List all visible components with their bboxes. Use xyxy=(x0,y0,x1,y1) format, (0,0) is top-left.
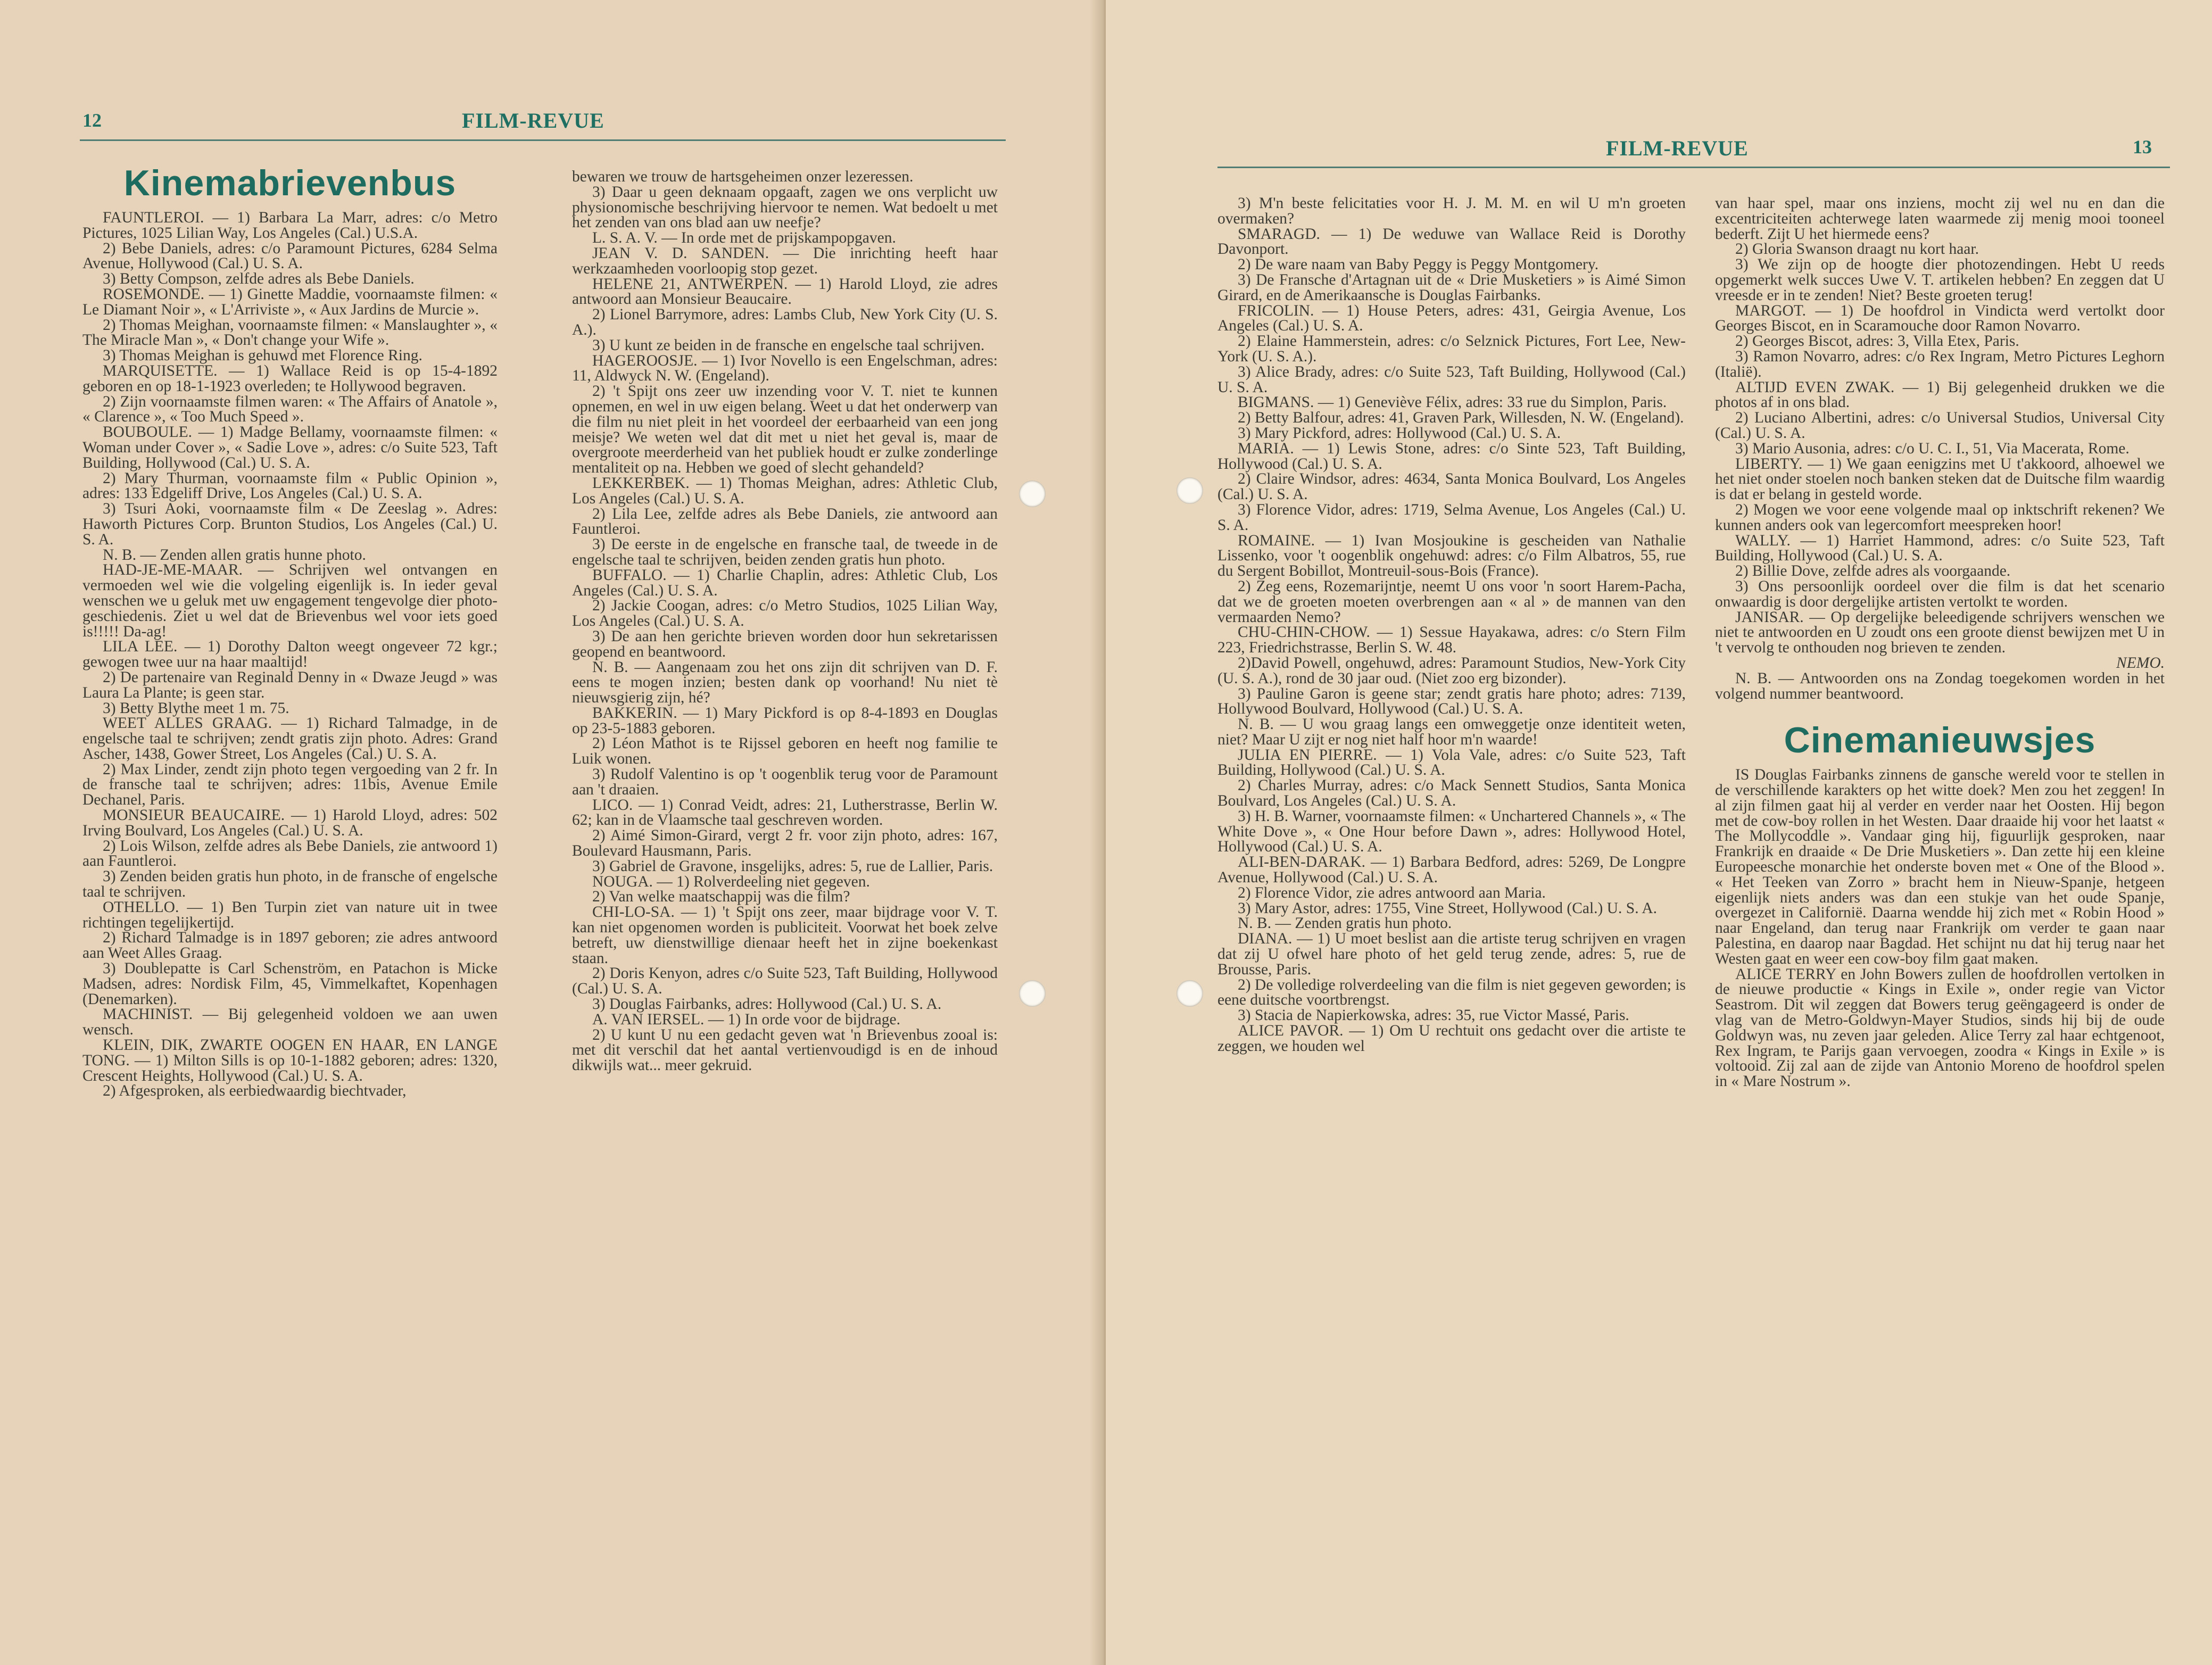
letter-entry: 2) Georges Biscot, adres: 3, Villa Etex, Paris. xyxy=(1735,333,2019,350)
running-head: FILM-REVUE xyxy=(1606,136,1749,160)
letter-entry: 2) Billie Dove, zelfde adres als voorgaande. xyxy=(1735,562,2011,580)
letter-entry: N. B. — Antwoorden ons na Zondag toegekomen worden in het volgend nummer beantwoord. xyxy=(1715,669,2165,702)
letter-entry: HAD-JE-ME-MAAR. — Schrijven wel ontvangen en vermoeden wel wie die volgeling eigenlijk is. In ieder geval wenschen we u geluk met uw engagement tengevolge dier photo-geschiedenis. Ziet u wel dat de Brievenbus wel voor iets goed is!!!!! Da-ag! xyxy=(82,561,498,640)
letter-entry: 2) Luciano Albertini, adres: c/o Universal Studios, Universal City (Cal.) U. S. A. xyxy=(1715,409,2165,442)
letter-entry: 2) Afgesproken, als eerbiedwaardig biechtvader, xyxy=(103,1082,407,1100)
letter-entry: 2) Lois Wilson, zelfde adres als Bebe Daniels, zie antwoord 1) aan Fauntleroi. xyxy=(82,837,498,870)
letter-entry: ROMAINE. — 1) Ivan Mosjoukine is gescheiden van Nathalie Lissenko, voor 't oogenblik ongehuwd: adres: c/o Film Albatros, 55, rue du Sergent Bobillot, Montreuil-sous-Bois (France). xyxy=(1217,532,1686,580)
letter-entry: 2) Doris Kenyon, adres c/o Suite 523, Taft Building, Hollywood (Cal.) U. S. A. xyxy=(572,965,998,998)
letter-entry: 3) Douglas Fairbanks, adres: Hollywood (Cal.) U. S. A. xyxy=(592,996,942,1013)
letter-entry: NOUGA. — 1) Rolverdeeling niet gegeven. xyxy=(592,873,870,890)
header-rule xyxy=(80,139,1006,141)
section-title: Kinemabrievenbus xyxy=(123,163,457,203)
letter-entry: 2) Charles Murray, adres: c/o Mack Sennett Studios, Santa Monica Boulvard, Los Angeles (Cal.) U. S. A. xyxy=(1217,777,1686,810)
letter-entry: 3) Mary Astor, adres: 1755, Vine Street, Hollywood (Cal.) U. S. A. xyxy=(1238,899,1658,917)
letter-entry: KLEIN, DIK, ZWARTE OOGEN EN HAAR, EN LANGE TONG. — 1) Milton Sills is op 10-1-1882 geboren; adres: 1320, Crescent Heights, Hollywood (Cal.) U. S. A. xyxy=(82,1037,498,1084)
letter-entry: 2) Zeg eens, Rozemarijntje, neemt U ons voor 'n soort Harem-Pacha, dat we de groeten moeten overbrengen aan « al » de mannen van den vermaarden Nemo? xyxy=(1217,577,1686,626)
page-number: 12 xyxy=(82,110,102,131)
letter-entry: ALI-BEN-DARAK. — 1) Barbara Bedford, adres: 5269, De Longpre Avenue, Hollywood (Cal.) U. S. A. xyxy=(1217,854,1686,887)
letter-entry: ALTIJD EVEN ZWAK. — 1) Bij gelegenheid drukken we die photos af in ons blad. xyxy=(1715,378,2165,411)
letter-entry: 2) Richard Talmadge is in 1897 geboren; zie adres antwoord aan Weet Alles Graag. xyxy=(82,929,498,962)
letter-entry: 3) Pauline Garon is geene star; zendt gratis hare photo; adres: 7139, Hollywood Boulvard, Hollywood (Cal.) U. S. A. xyxy=(1217,685,1686,718)
letter-entry: 2)David Powell, ongehuwd, adres: Paramount Studios, New-York City (U. S. A.), rond de 30 jaar oud. (Niet zoo erg bizonder). xyxy=(1217,654,1686,687)
letter-entry: 2) Aimé Simon-Girard, vergt 2 fr. voor zijn photo, adres: 167, Boulevard Hausmann, Paris. xyxy=(572,827,998,860)
letter-entry: BAKKERIN. — 1) Mary Pickford is op 8-4-1893 en Douglas op 23-5-1883 geboren. xyxy=(572,704,998,737)
news-paragraph: ALICE TERRY en John Bowers zullen de hoofdrollen vertolken in de nieuwe productie « Kings in Exile », onder regie van Victor Seastrom. Dit wil zeggen dat Bowers terug geëngageerd is onder de vlag van de Metro-Goldwyn-Mayer Studios, sinds hij bij de oude Goldwyn was, nu zeven jaar geleden. Alice Terry zal haar echtgenoot, Rex Ingram, te Parijs gaan vervoegen, zoodra « Kings in Exile » is voltooid. Zij zal aan de zijde van Antonio Moreno de hoofdrol spelen in « Mare Nostrum ». xyxy=(1715,965,2165,1090)
letter-entry: DIANA. — 1) U moet beslist aan die artiste terug schrijven en vragen dat zij U ofwel hare photo of het geld terug zende, adres: 5, rue de Brousse, Paris. xyxy=(1217,930,1686,978)
letter-entry: N. B. — U wou graag langs een omweggetje onze identiteit weten, niet? Maar U zijt er nog niet half hoor m'n waarde! xyxy=(1217,716,1686,748)
letter-entry: FRICOLIN. — 1) House Peters, adres: 431, Geirgia Avenue, Los Angeles (Cal.) U. S. A. xyxy=(1217,302,1686,335)
letter-entry: 2) Elaine Hammerstein, adres: c/o Selznick Pictures, Fort Lee, New-York (U. S. A.). xyxy=(1217,333,1686,365)
letter-entry: 3) Ons persoonlijk oordeel over die film is dat het scenario onwaardig is door dergelijke artisten vertolkt te worden. xyxy=(1715,577,2165,610)
letter-entry: L. S. A. V. — In orde met de prijskampopgaven. xyxy=(592,229,896,247)
letter-entry: 3) Gabriel de Gravone, insgelijks, adres: 5, rue de Lallier, Paris. xyxy=(592,857,993,875)
letter-entry: 2) Florence Vidor, zie adres antwoord aan Maria. xyxy=(1238,884,1546,901)
letter-entry: LICO. — 1) Conrad Veidt, adres: 21, Lutherstrasse, Berlin W. 62; kan in de Vlaamsche taal geschreven worden. xyxy=(572,796,998,829)
letter-entry: 2) U kunt U nu een gedacht geven wat 'n Brievenbus zooal is: met dit verschil dat het aantal vertienvoudigd is en de inhoud dikwijls wat... meer gekruid. xyxy=(572,1026,998,1074)
letter-entry: 3) Florence Vidor, adres: 1719, Selma Avenue, Los Angeles (Cal.) U. S. A. xyxy=(1217,501,1686,534)
binding-hole xyxy=(1177,980,1203,1007)
letter-entry: 3) Daar u geen deknaam opgaaft, zagen we ons verplicht uw physionomische beschrijving hiervoor te nemen. Wat bedoelt u met het zenden van ons blad aan uw neefje? xyxy=(572,183,998,231)
letter-entry: 2) 't Spijt ons zeer uw inzending voor V. T. niet te kunnen opnemen, en wel in uw eigen belang. Weet u dat het onderwerp van die film nu niet pleit in het voordeel der eerbaarheid van een jong meisje? We weten wel dat dit met u niet het geval is, maar de overgroote meerderheid van het publiek houdt er zulke zonderlinge mentaliteit op na. Hebben we goed of slecht gehandeld? xyxy=(572,383,998,477)
letter-entry: 3) Mary Pickford, adres: Hollywood (Cal.) U. S. A. xyxy=(1238,424,1561,442)
letter-entry: BUFFALO. — 1) Charlie Chaplin, adres: Athletic Club, Los Angeles (Cal.) U. S. A. xyxy=(572,566,998,599)
letter-entry: 3) Doublepatte is Carl Schenström, en Patachon is Micke Madsen, adres: Nordisk Film, 45, Vimmelkaftet, Kopenhagen (Denemarken). xyxy=(82,960,498,1008)
letter-entry: 3) De aan hen gerichte brieven worden door hun sekretarissen geopend en beantwoord. xyxy=(572,627,998,660)
letter-entry: 3) We zijn op de hoogte dier photozendingen. Hebt U reeds opgemerkt welk succes Uwe V. T. artikelen hebben? En zeggen dat U vreesde er in te zenden! Niet? Beste groeten terug! xyxy=(1715,256,2165,304)
binding-hole xyxy=(1019,980,1046,1007)
letter-entry: 2) Gloria Swanson draagt nu kort haar. xyxy=(1735,241,1979,258)
left-page xyxy=(0,0,1101,1665)
letter-entry: MARIA. — 1) Lewis Stone, adres: c/o Sinte 523, Taft Building, Hollywood (Cal.) U. S. A. xyxy=(1217,440,1686,473)
letter-entry: LEKKERBEK. — 1) Thomas Meighan, adres: Athletic Club, Los Angeles (Cal.) U. S. A. xyxy=(572,474,998,507)
letter-entry: 2) Mogen we voor eene volgende maal op inktschrift rekenen? We kunnen anders ook van legercomfort meespreken hoor! xyxy=(1715,501,2165,534)
news-paragraph: IS Douglas Fairbanks zinnens de gansche wereld voor te stellen in de verschillende karakters op het witte doek? Men zou het zeggen! In al zijn filmen gaat hij al verder en verder naar het Oosten. Hij begon met de cow-boy rollen in het Westen. Daar draaide hij voor het laatst « The Mollycoddle ». Vandaar ging hij, figuurlijk gesproken, naar Frankrijk en draaide « De Drie Musketiers ». Dan zette hij een kleine Europeesche monarchie het onderste boven met « One of the Blood ». « Het Teeken van Zorro » bracht hem in Nieuw-Spanje, hetgeen eigenlijk niets anders was dan een stukje van het oude Spanje, overgezet in Californië. Daarna wendde hij zich met « Robin Hood » naar Engeland, dan terug naar Frankrijk om verder te gaan naar Palestina, en daarop naar Bagdad. Het schijnt nu dat hij terug naar het Westen gaat en weer een cow-boy film gaat maken. xyxy=(1715,766,2165,967)
letter-entry: N. B. — Zenden allen gratis hunne photo. xyxy=(103,546,366,564)
letter-entry: ROSEMONDE. — 1) Ginette Maddie, voornaamste filmen: « Le Diamant Noir », « L'Arriviste », « Aux Jardins de Murcie ». xyxy=(82,285,498,318)
letter-entry: JEAN V. D. SANDEN. — Die inrichting heeft haar werkzaamheden voorloopig stop gezet. xyxy=(572,244,998,277)
letter-entry: 3) Betty Compson, zelfde adres als Bebe Daniels. xyxy=(103,270,415,288)
column-1 xyxy=(1217,196,1686,1054)
letter-entry: 2) Lila Lee, zelfde adres als Bebe Daniels, zie antwoord aan Fauntleroi. xyxy=(572,505,998,538)
letter-entry: 3) Ramon Novarro, adres: c/o Rex Ingram, Metro Pictures Leghorn (Italië). xyxy=(1715,347,2165,380)
letter-entry: 2) Claire Windsor, adres: 4634, Santa Monica Boulvard, Los Angeles (Cal.) U. S. A. xyxy=(1217,470,1686,503)
letter-entry: 2) De ware naam van Baby Peggy is Peggy Montgomery. xyxy=(1238,256,1599,274)
letter-entry: 2) Jackie Coogan, adres: c/o Metro Studios, 1025 Lilian Way, Los Angeles (Cal.) U. S. A. xyxy=(572,597,998,630)
letter-entry: 2) Zijn voornaamste filmen waren: « The Affairs of Anatole », « Clarence », « Too Much Speed ». xyxy=(82,393,498,426)
letter-entry: MONSIEUR BEAUCAIRE. — 1) Harold Lloyd, adres: 502 Irving Boulvard, Los Angeles (Cal.) U. S. A. xyxy=(82,807,498,839)
letter-entry: A. VAN IERSEL. — 1) In orde voor de bijdrage. xyxy=(592,1010,900,1028)
letter-entry: HAGEROOSJE. — 1) Ivor Novello is een Engelschman, adres: 11, Aldwyck N. W. (Engeland). xyxy=(572,352,998,385)
letter-entry: 2) Thomas Meighan, voornaamste filmen: « Manslaughter », « The Miracle Man », « Don't change your Wife ». xyxy=(82,316,498,349)
letter-entry: 3) Betty Blythe meet 1 m. 75. xyxy=(103,699,289,717)
letter-entry: 3) U kunt ze beiden in de fransche en engelsche taal schrijven. xyxy=(592,336,985,354)
binding-hole xyxy=(1177,477,1203,504)
letter-entry: JANISAR. — Op dergelijke beleedigende schrijvers wenschen we niet te antwoorden en U zoudt ons een groote dienst bewijzen met U in 't vervolg te onthouden nog brieven te zenden. xyxy=(1715,608,2165,657)
letter-entry: bewaren we trouw de hartsgeheimen onzer lezeressen. xyxy=(572,168,914,185)
letter-entry: 3) Thomas Meighan is gehuwd met Florence Ring. xyxy=(103,347,422,365)
letter-entry: LILA LEE. — 1) Dorothy Dalton weegt ongeveer 72 kgr.; gewogen twee uur na haar maaltijd! xyxy=(82,638,498,671)
letter-entry: 3) Alice Brady, adres: c/o Suite 523, Taft Building, Hollywood (Cal.) U. S. A. xyxy=(1217,363,1686,396)
letter-entry: BOUBOULE. — 1) Madge Bellamy, voornaamste filmen: « Woman under Cover », « Sadie Love », adres: c/o Suite 523, Taft Building, Hollywood (Cal.) U. S. A. xyxy=(82,424,498,471)
letter-entry: HELENE 21, ANTWERPEN. — 1) Harold Lloyd, zie adres antwoord aan Monsieur Beaucaire. xyxy=(572,275,998,308)
binding-hole xyxy=(1019,481,1046,507)
column-1 xyxy=(82,162,498,1099)
letter-entry: MACHINIST. — Bij gelegenheid voldoen we aan uwen wensch. xyxy=(82,1006,498,1039)
letter-entry: LIBERTY. — 1) We gaan eenigzins met U t'akkoord, alhoewel we het niet onder stoelen noch banken steken dat de Duitsche film waardig is dat er belang in gesteld worde. xyxy=(1715,455,2165,503)
letter-entry: BIGMANS. — 1) Geneviève Félix, adres: 33 rue du Simplon, Paris. xyxy=(1238,394,1667,411)
page-number: 13 xyxy=(2133,136,2152,158)
letter-entry: MARQUISETTE. — 1) Wallace Reid is op 15-4-1892 geboren en op 18-1-1923 overleden; te Hollywood begraven. xyxy=(82,362,498,395)
right-page xyxy=(1106,0,2212,1665)
letter-entry: N. B. — Aangenaam zou het ons zijn dit schrijven van D. F. eens te mogen inzien; besten dank op voorhand! Nu niet tè nieuwsgierig zijn, hé? xyxy=(572,658,998,707)
letter-entry: 2) Bebe Daniels, adres: c/o Paramount Pictures, 6284 Selma Avenue, Hollywood (Cal.) U. S. A. xyxy=(82,239,498,272)
letter-entry: FAUNTLEROI. — 1) Barbara La Marr, adres: c/o Metro Pictures, 1025 Lilian Way, Los Angeles (Cal.) U.S.A. xyxy=(82,209,498,242)
letter-entry: 2) Betty Balfour, adres: 41, Graven Park, Willesden, N. W. (Engeland). xyxy=(1238,409,1684,427)
letter-entry: 2) Léon Mathot is te Rijssel geboren en heeft nog familie te Luik wonen. xyxy=(572,735,998,768)
letter-entry: 2) De volledige rolverdeeling van die film is niet gegeven geworden; is eene duitsche voortbrengst. xyxy=(1217,976,1686,1009)
letter-entry: OTHELLO. — 1) Ben Turpin ziet van nature uit in twee richtingen tegelijkertijd. xyxy=(82,898,498,931)
letter-entry: 2) Van welke maatschappij was die film? xyxy=(592,888,850,906)
letter-entry: 2) Max Linder, zendt zijn photo tegen vergoeding van 2 fr. In de fransche taal te schrijven; adres: 11bis, Avenue Emile Dechanel, Paris. xyxy=(82,760,498,809)
letter-entry: 3) M'n beste felicitaties voor H. J. M. M. en wil U m'n groeten overmaken? xyxy=(1217,195,1686,227)
letter-entry: 2) Mary Thurman, voornaamste film « Public Opinion », adres: 133 Edgeliff Drive, Los Angeles (Cal.) U. S. A. xyxy=(82,469,498,502)
letter-entry: ALICE PAVOR. — 1) Om U rechtuit ons gedacht over die artiste te zeggen, we houden wel xyxy=(1217,1022,1686,1055)
column-2 xyxy=(572,169,998,1073)
letter-entry: N. B. — Zenden gratis hun photo. xyxy=(1238,915,1452,932)
running-head: FILM-REVUE xyxy=(462,109,604,132)
signature: NEMO. xyxy=(2116,654,2165,672)
letter-entry: CHU-CHIN-CHOW. — 1) Sessue Hayakawa, adres: c/o Stern Film 223, Friedrichstrasse, Berlin S. W. 48. xyxy=(1217,624,1686,657)
letter-entry: CHI-LO-SA. — 1) 't Spijt ons zeer, maar bijdrage voor V. T. kan niet opgenomen worden is publiciteit. Voorwat het boek zelve betreft, uw dienstwillige dienaar heeft het in zijne boekenkast staan. xyxy=(572,904,998,967)
letter-entry: WALLY. — 1) Harriet Hammond, adres: c/o Suite 523, Taft Building, Hollywood (Cal.) U. S. A. xyxy=(1715,532,2165,565)
letter-entry: 2) De partenaire van Reginald Denny in « Dwaze Jeugd » was Laura La Plante; is geen star. xyxy=(82,668,498,701)
letter-entry: 3) Tsuri Aoki, voornaamste film « De Zeeslag ». Adres: Haworth Pictures Corp. Brunton Studios, Los Angeles (Cal.) U. S. A. xyxy=(82,500,498,548)
letter-entry: van haar spel, maar ons inziens, mocht zij wel nu en dan die excentriciteiten achterwege laten waarmede zij menig mooi tooneel bederft. Zijt U het hiermede eens? xyxy=(1715,195,2165,243)
header-rule xyxy=(1217,167,2170,168)
letter-entry: MARGOT. — 1) De hoofdrol in Vindicta werd vertolkt door Georges Biscot, en in Scaramouche door Ramon Novarro. xyxy=(1715,302,2165,335)
letter-entry: 3) Rudolf Valentino is op 't oogenblik terug voor de Paramount aan 't draaien. xyxy=(572,766,998,798)
letter-entry: 3) Zenden beiden gratis hun photo, in de fransche of engelsche taal te schrijven. xyxy=(82,868,498,901)
letter-entry: 3) Mario Ausonia, adres: c/o U. C. I., 51, Via Macerata, Rome. xyxy=(1735,440,2130,457)
letter-entry: 2) Lionel Barrymore, adres: Lambs Club, New York City (U. S. A.). xyxy=(572,306,998,338)
letter-entry: 3) De eerste in de engelsche en fransche taal, de tweede in de engelsche taal te schrijven, beiden zenden gratis hun photo. xyxy=(572,536,998,568)
letter-entry: 3) H. B. Warner, voornaamste filmen: « Unchartered Channels », « The White Dove », « One Hour before Dawn », adres: Hollywood Hotel, Hollywood (Cal.) U. S. A. xyxy=(1217,807,1686,856)
letter-entry: SMARAGD. — 1) De weduwe van Wallace Reid is Dorothy Davonport. xyxy=(1217,225,1686,258)
section-title: Cinemanieuwsjes xyxy=(1784,720,2096,761)
letter-entry: 3) Stacia de Napierkowska, adres: 35, rue Victor Massé, Paris. xyxy=(1238,1007,1629,1024)
letter-entry: WEET ALLES GRAAG. — 1) Richard Talmadge, in de engelsche taal te schrijven; zendt gratis zijn photo. Adres: Grand Ascher, 1438, Gower Street, Los Angeles (Cal.) U. S. A. xyxy=(82,715,498,763)
letter-entry: 3) De Fransche d'Artagnan uit de « Drie Musketiers » is Aimé Simon Girard, en de Amerikaansche is Douglas Fairbanks. xyxy=(1217,271,1686,304)
letter-entry: JULIA EN PIERRE. — 1) Vola Vale, adres: c/o Suite 523, Taft Building, Hollywood (Cal.) U. S. A. xyxy=(1217,746,1686,779)
column-2 xyxy=(1715,196,2165,1089)
